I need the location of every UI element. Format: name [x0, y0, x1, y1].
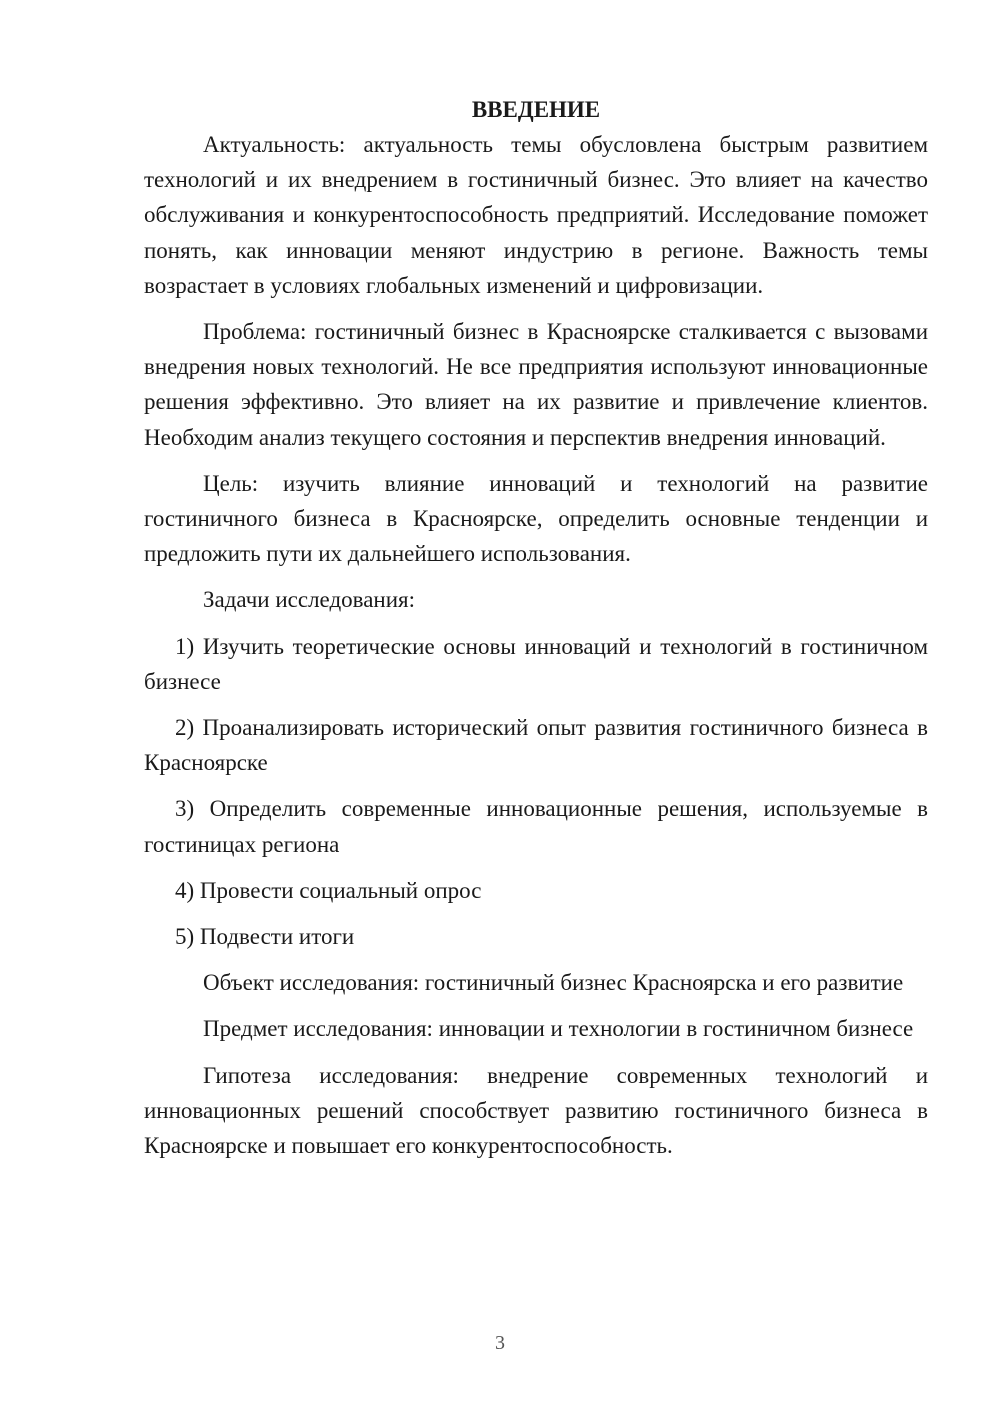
paragraph-object: Объект исследования: гостиничный бизнес Красноярска и его развитие [203, 970, 904, 996]
task-item-3: 3) Определить современные инновационные решения, используемые в гостиницах региона [144, 796, 928, 857]
paragraph-hypothesis: Гипотеза исследования: внедрение современных технологий и инновационных решений способствует развитию гостиничного бизнеса в Красноярске и повышает его конкурентоспособность. [144, 1062, 928, 1159]
document-page [144, 92, 928, 1174]
task-item-5: 5) Подвести итоги [175, 924, 355, 950]
section-heading: ВВЕДЕНИЕ [471, 97, 601, 122]
paragraph-problem: Проблема: гостиничный бизнес в Красноярске сталкивается с вызовами внедрения новых технологий. Не все предприятия используют инновационные решения эффективно. Это влияет на их развитие и привлечение клиентов. Необходим анализ текущего состояния и перспектив внедрения инноваций. [144, 319, 928, 450]
task-item-2: 2) Проанализировать исторический опыт развития гостиничного бизнеса в Красноярске [144, 715, 928, 776]
paragraph-subject: Предмет исследования: инновации и технологии в гостиничном бизнесе [203, 1016, 914, 1042]
paragraph-tasks-intro: Задачи исследования: [203, 587, 416, 613]
task-item-4: 4) Провести социальный опрос [175, 877, 482, 903]
page-number: 3 [495, 1332, 505, 1354]
paragraph-relevance: Актуальность: актуальность темы обусловлена быстрым развитием технологий и их внедрением в гостиничный бизнес. Это влияет на качество обслуживания и конкурентоспособность предприятий. Исследование поможет понять, как инновации меняют индустрию в регионе. Важность темы возрастает в условиях глобальных изменений и цифровизации. [144, 132, 928, 298]
paragraph-goal: Цель: изучить влияние инноваций и технологий на развитие гостиничного бизнеса в Красноярске, определить основные тенденции и предложить пути их дальнейшего использования. [144, 470, 928, 567]
task-item-1: 1) Изучить теоретические основы инноваций и технологий в гостиничном бизнесе [144, 633, 928, 694]
